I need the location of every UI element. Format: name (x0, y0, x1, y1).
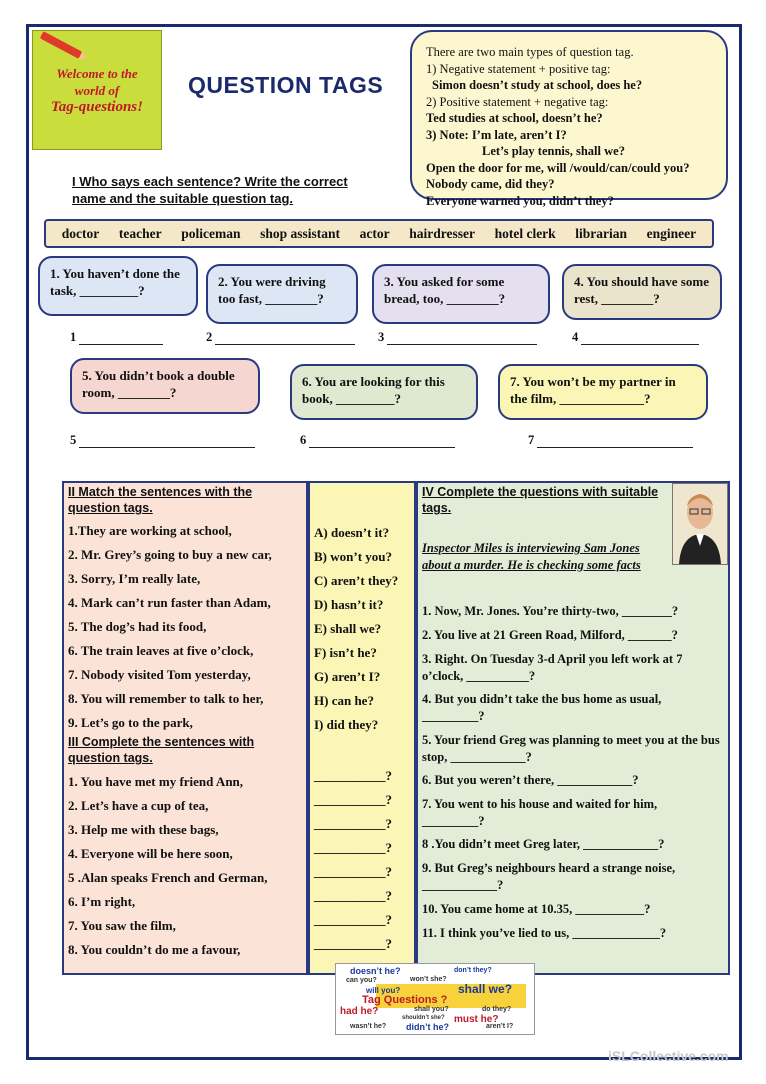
rule-line: 2) Positive statement + negative tag: (426, 94, 609, 109)
bubble-text: 1. You haven’t done the task, _________? (50, 266, 180, 298)
inspector-portrait (672, 483, 728, 565)
speech-bubble-7 (498, 364, 708, 420)
complete-sentence: 8. You couldn’t do me a favour, (68, 942, 241, 957)
pencil-icon (40, 31, 83, 59)
match-sentence: 5. The dog’s had its food, (68, 619, 207, 634)
man-portrait-icon (673, 484, 727, 564)
tag-option: E) shall we? (314, 621, 382, 636)
tag-blank[interactable]: ___________? (314, 816, 392, 831)
answer-line-5[interactable]: 5 (70, 433, 255, 448)
rule-line: 3) Note: I’m late, aren’t I? (426, 127, 567, 142)
interview-question: 3. Right. On Tuesday 3-d April you left work at 7 o’clock, __________? (422, 652, 683, 683)
cloud-word: must he? (454, 1014, 499, 1025)
match-sentence: 2. Mr. Grey’s going to buy a new car, (68, 547, 272, 562)
cloud-word: don’t they? (454, 967, 492, 974)
complete-sentence: 2. Let’s have a cup of tea, (68, 798, 209, 813)
cloud-word: Tag Questions ? (362, 994, 448, 1006)
answer-line-6[interactable]: 6 (300, 433, 455, 448)
section-2-title: II Match the sentences with the question tags. (68, 485, 253, 515)
bubble-text: 4. You should have some rest, ________? (574, 274, 709, 306)
speech-bubble-5 (70, 358, 260, 414)
cloud-word: do they? (482, 1006, 512, 1013)
rule-line: Ted studies at school, doesn’t he? (426, 111, 603, 125)
cloud-word: doesn’t he? (350, 966, 401, 976)
cloud-word: can you? (346, 977, 377, 984)
tag-option: B) won’t you? (314, 549, 393, 564)
interview-question: 7. You went to his house and waited for him, _________? (422, 797, 658, 828)
complete-sentence: 1. You have met my friend Ann, (68, 774, 244, 789)
interview-question: 6. But you weren’t there, ____________? (422, 773, 639, 787)
watermark: iSLCollective.com (608, 1048, 729, 1064)
rule-line: Open the door for me, will /would/can/could you? (426, 160, 690, 175)
bubble-text: 6. You are looking for this book, _________? (302, 374, 445, 406)
answer-line-1[interactable]: 1 (70, 330, 163, 345)
cloud-word: didn’t he? (406, 1022, 449, 1032)
jobs-bar (44, 219, 714, 248)
answer-line-4[interactable]: 4 (572, 330, 699, 345)
bubble-text: 3. You asked for some bread, too, ________? (384, 274, 506, 306)
match-sentence: 1.They are working at school, (68, 523, 232, 538)
job-word: doctor (61, 225, 100, 241)
complete-sentence: 3. Help me with these bags, (68, 822, 219, 837)
complete-sentence: 6. I’m right, (68, 894, 136, 909)
interview-question: 8 .You didn’t meet Greg later, ____________? (422, 837, 665, 851)
cloud-word: aren’t I? (486, 1023, 514, 1030)
tag-blank[interactable]: ___________? (314, 888, 392, 903)
section-4-title: IV Complete the questions with suitable tags. (422, 485, 659, 515)
speech-bubble-4 (562, 264, 722, 320)
job-word: librarian (575, 225, 628, 241)
section-3-title: III Complete the sentences with question tags. (68, 735, 255, 765)
answer-line-3[interactable]: 3 (378, 330, 537, 345)
job-word: policeman (181, 225, 241, 241)
match-sentence: 3. Sorry, I’m really late, (68, 571, 201, 586)
complete-sentence: 4. Everyone will be here soon, (68, 846, 233, 861)
logo-line-2: world of (74, 83, 120, 98)
interview-question: 1. Now, Mr. Jones. You’re thirty-two, ________? (422, 604, 679, 618)
answer-line-7[interactable]: 7 (528, 433, 693, 448)
section-1-title: I Who says each sentence? Write the correct name and the suitable question tag. (72, 174, 348, 206)
complete-sentence: 5 .Alan speaks French and German, (68, 870, 268, 885)
tag-option: C) aren’t they? (314, 573, 399, 588)
rule-line: Let’s play tennis, shall we? (482, 144, 625, 158)
interview-question: 11. I think you’ve lied to us, ______________? (422, 926, 667, 940)
cloud-word: won’t she? (410, 976, 447, 983)
logo-line-3: Tag-questions! (51, 99, 143, 115)
interview-question: 2. You live at 21 Green Road, Milford, _______? (422, 628, 678, 642)
speech-bubble-3 (372, 264, 550, 324)
bubble-text: 5. You didn’t book a double room, ________? (82, 368, 235, 400)
page-title: QUESTION TAGS (188, 72, 384, 98)
match-sentence: 7. Nobody visited Tom yesterday, (68, 667, 251, 682)
interview-question: 9. But Greg’s neighbours heard a strange noise, ____________? (422, 861, 676, 892)
bubble-text: 2. You were driving too fast, ________? (218, 274, 326, 306)
match-sentence: 8. You will remember to talk to her, (68, 691, 264, 706)
tag-option: F) isn’t he? (314, 645, 377, 660)
section-4-intro: Inspector Miles is interviewing Sam Jones about a murder. He is checking some facts (422, 541, 641, 572)
logo (32, 30, 162, 150)
tag-blank[interactable]: ___________? (314, 864, 392, 879)
bubble-text: 7. You won’t be my partner in the film, _____________? (510, 374, 676, 406)
tag-option: G) aren’t I? (314, 669, 381, 684)
logo-line-1: Welcome to the (56, 66, 138, 81)
interview-question: 4. But you didn’t take the bus home as usual, _________? (422, 692, 662, 723)
tag-option: D) hasn’t it? (314, 597, 384, 612)
rule-line: Simon doesn’t study at school, does he? (432, 78, 643, 92)
cloud-word: had he? (340, 1006, 379, 1017)
rule-line: Nobody came, did they? (426, 177, 555, 191)
speech-bubble-2 (206, 264, 358, 324)
complete-sentence: 7. You saw the film, (68, 918, 176, 933)
speech-bubble-1 (38, 256, 198, 316)
tag-blank[interactable]: ___________? (314, 840, 392, 855)
interview-question: 10. You came home at 10.35, ___________? (422, 902, 651, 916)
job-word: hairdresser (409, 225, 475, 241)
job-word: shop assistant (260, 225, 341, 241)
tag-questions-word-cloud (335, 963, 535, 1035)
cloud-word: shall we? (458, 982, 513, 996)
match-sentence: 6. The train leaves at five o’clock, (68, 643, 254, 658)
rule-line: There are two main types of question tag. (426, 45, 634, 59)
rule-line: 1) Negative statement + positive tag: (426, 61, 611, 76)
tag-blank[interactable]: ___________? (314, 768, 392, 783)
answer-line-2[interactable]: 2 (206, 330, 355, 345)
job-word: hotel clerk (494, 225, 556, 241)
cloud-word: will you? (366, 986, 401, 995)
job-word: engineer (646, 225, 697, 241)
cloud-word: shall you? (414, 1006, 449, 1013)
speech-bubble-6 (290, 364, 478, 420)
rules-box (410, 30, 728, 208)
cloud-word: wasn’t he? (350, 1023, 387, 1030)
match-sentence: 4. Mark can’t run faster than Adam, (68, 595, 271, 610)
tag-blank[interactable]: ___________? (314, 792, 392, 807)
interview-question: 5. Your friend Greg was planning to meet you at the bus stop, ____________? (422, 733, 720, 764)
tag-blank[interactable]: ___________? (314, 912, 392, 927)
rule-line: Everyone warned you, didn’t they? (426, 193, 614, 208)
tag-option: A) doesn’t it? (314, 525, 390, 540)
job-word: teacher (118, 225, 162, 241)
tag-option: I) did they? (314, 717, 379, 732)
tag-option: H) can he? (314, 693, 374, 708)
cloud-word: shouldn’t she? (402, 1015, 445, 1021)
job-word: actor (359, 225, 390, 241)
tag-blank[interactable]: ___________? (314, 936, 392, 951)
match-sentence: 9. Let’s go to the park, (68, 715, 193, 730)
